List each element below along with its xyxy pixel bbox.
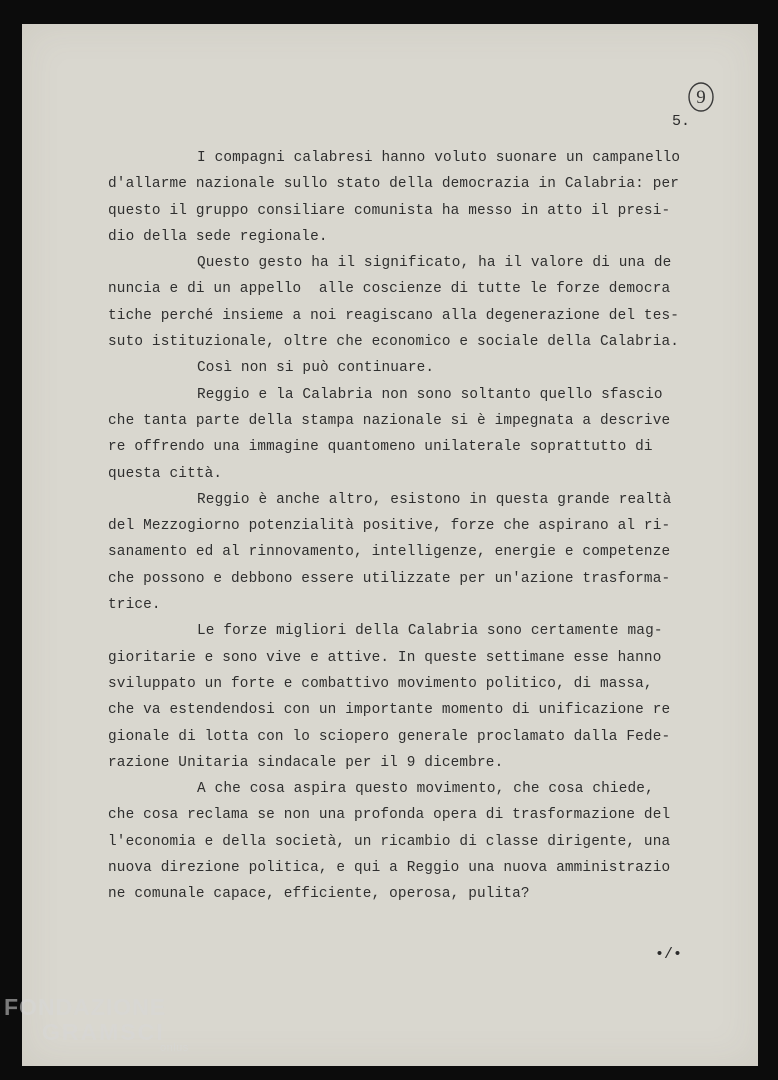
- text-line: questo il gruppo consiliare comunista ha messo in atto il presi-: [108, 202, 671, 219]
- text-line: ne comunale capace, efficiente, operosa, pulita?: [108, 886, 530, 903]
- text-line: Questo gesto ha il significato, ha il valore di una de: [197, 255, 672, 272]
- text-line: sanamento ed al rinnovamento, intelligenze, energie e competenze: [108, 544, 671, 561]
- text-line: suto istituzionale, oltre che economico e sociale della Calabria.: [108, 334, 680, 351]
- watermark-line-2: GRAMSCI: [42, 1019, 165, 1045]
- text-line: Le forze migliori della Calabria sono certamente mag-: [197, 623, 663, 640]
- text-line: Reggio è anche altro, esistono in questa grande realtà: [197, 491, 672, 508]
- text-line: sviluppato un forte e combattivo movimento politico, di massa,: [108, 675, 653, 692]
- text-line: I compagni calabresi hanno voluto suonare un campanello: [197, 150, 681, 166]
- text-line: nuncia e di un appello alle coscienze di tutte le forze democra: [108, 281, 671, 298]
- text-line: questa città.: [108, 465, 223, 482]
- text-line: gioritarie e sono vive e attive. In queste settimane esse hanno: [108, 649, 662, 666]
- text-line: che possono e debbono essere utilizzate per un'azione trasforma-: [108, 570, 671, 587]
- page-number: 5.: [672, 113, 691, 130]
- text-line: gionale di lotta con lo sciopero generale proclamato dalla Fede-: [108, 728, 671, 745]
- text-line: Reggio e la Calabria non sono soltanto quello sfascio: [197, 386, 663, 403]
- archive-number-circle: [686, 80, 716, 114]
- text-line: dio della sede regionale.: [108, 228, 328, 245]
- paragraph: [108, 618, 708, 776]
- paragraph: [108, 250, 708, 355]
- paragraph: [108, 355, 708, 381]
- watermark-line-3: onlus: [160, 1042, 189, 1054]
- text-line: d'allarme nazionale sullo stato della democrazia in Calabria: per: [108, 176, 680, 193]
- text-line: che va estendendosi con un importante momento di unificazione re: [108, 702, 671, 719]
- text-line: che cosa reclama se non una profonda opera di trasformazione del: [108, 807, 671, 824]
- watermark-line-1: FONDAZIONE: [4, 994, 167, 1020]
- paragraph: [108, 382, 708, 487]
- text-line: re offrendo una immagine quantomeno unilaterale soprattutto di: [108, 439, 653, 456]
- text-line: che tanta parte della stampa nazionale si è impegnata a descrive: [108, 412, 671, 429]
- paragraph: [108, 776, 708, 907]
- text-line: nuova direzione politica, e qui a Reggio una nuova amministrazio: [108, 860, 671, 877]
- text-line: trice.: [108, 597, 161, 614]
- fondazione-gramsci-watermark: [4, 994, 189, 1054]
- text-line: del Mezzogiorno potenzialità positive, forze che aspirano al ri-: [108, 518, 671, 535]
- text-line: l'economia e della società, un ricambio di classe dirigente, una: [108, 833, 671, 850]
- typewritten-body: [108, 145, 708, 908]
- text-line: A che cosa aspira questo movimento, che cosa chiede,: [197, 781, 654, 798]
- archive-number: 9: [696, 87, 706, 108]
- continuation-mark: •/•: [655, 946, 683, 963]
- text-line: razione Unitaria sindacale per il 9 dicembre.: [108, 754, 504, 771]
- paragraph: [108, 145, 708, 250]
- paragraph: [108, 487, 708, 618]
- text-line: tiche perché insieme a noi reagiscano alla degenerazione del tes-: [108, 307, 680, 324]
- text-line: Così non si può continuare.: [197, 360, 435, 377]
